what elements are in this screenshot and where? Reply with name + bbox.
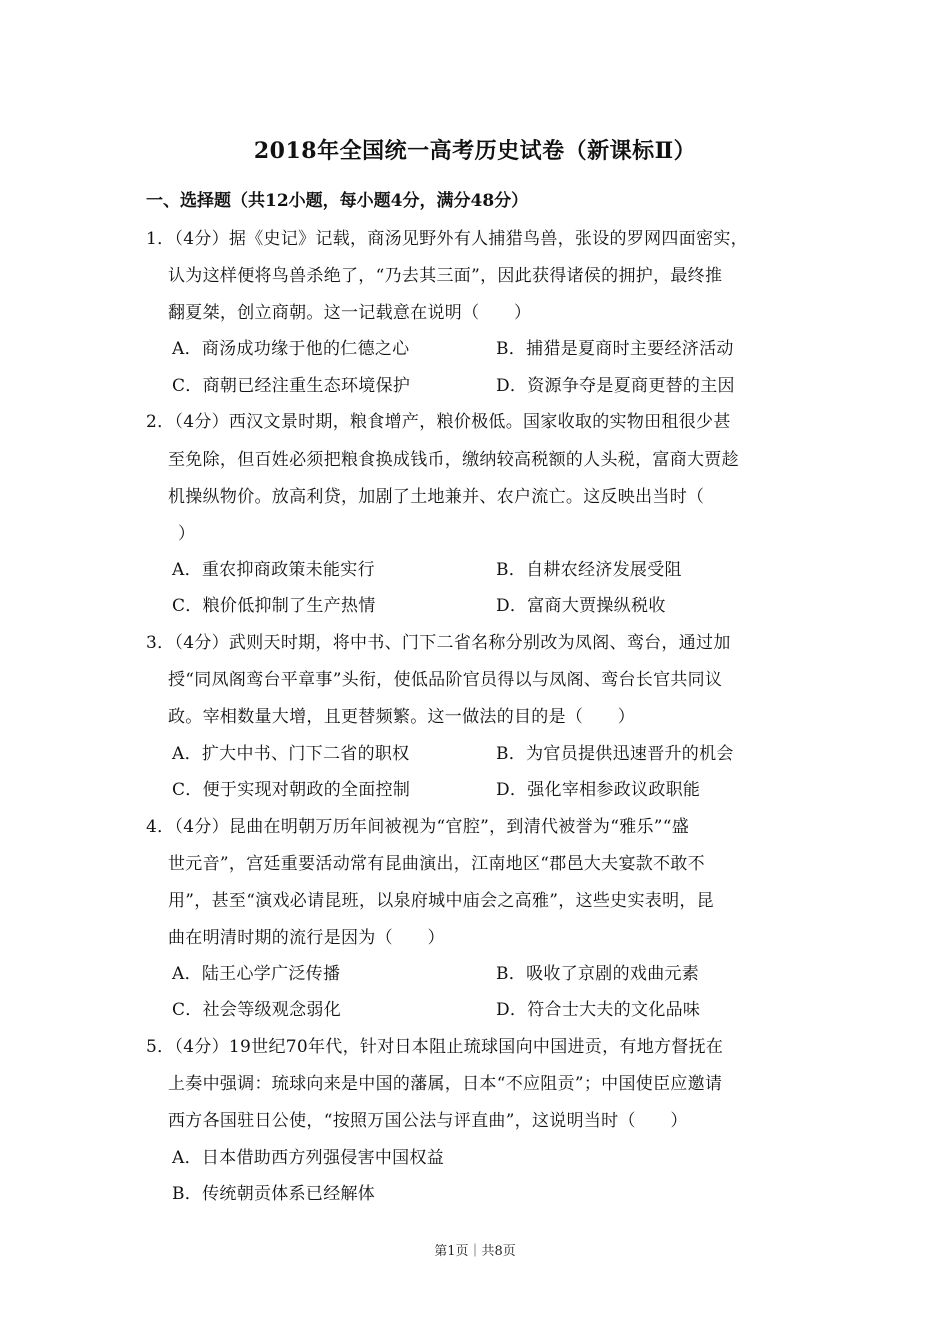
question-3-option-c: C．便于实现对朝政的全面控制 xyxy=(172,780,411,800)
question-4-option-b: B．吸收了京剧的戏曲元素 xyxy=(496,964,700,984)
question-4-line-3: 用”，甚至“演戏必请昆班，以泉府城中庙会之高雅”，这些史实表明，昆 xyxy=(168,891,714,911)
question-1-option-b: B．捕猎是夏商时主要经济活动 xyxy=(496,339,734,359)
question-2-line-3: 机操纵物价。放高利贷，加剧了土地兼并、农户流亡。这反映出当时（ xyxy=(168,487,705,507)
question-3-line-2: 授“同凤阁鸾台平章事”头衔，使低品阶官员得以与凤阁、鸾台长官共同议 xyxy=(168,670,723,690)
question-4-option-a: A．陆王心学广泛传播 xyxy=(172,964,341,984)
question-2-line-1: 2．（4分）西汉文景时期，粮食增产，粮价极低。国家收取的实物田租很少甚 xyxy=(146,412,731,432)
question-4-option-c: C．社会等级观念弱化 xyxy=(172,1000,342,1020)
question-5-option-b: B．传统朝贡体系已经解体 xyxy=(172,1184,376,1204)
question-2-line-2: 至免除，但百姓必须把粮食换成钱币，缴纳较高税额的人头税，富商大贾趁 xyxy=(168,450,739,470)
question-1-option-a: A．商汤成功缘于他的仁德之心 xyxy=(172,339,410,359)
question-1-line-2: 认为这样便将鸟兽杀绝了，“乃去其三面”，因此获得诸侯的拥护，最终推 xyxy=(168,266,723,286)
question-1-option-c: C．商朝已经注重生态环境保护 xyxy=(172,376,411,396)
question-5-line-3: 西方各国驻日公使，“按照万国公法与评直曲”，这说明当时（ ） xyxy=(168,1111,688,1131)
question-3-line-3: 政。宰相数量大增，且更替频繁。这一做法的目的是（ ） xyxy=(168,707,636,727)
question-5-option-a: A．日本借助西方列强侵害中国权益 xyxy=(172,1148,445,1168)
question-4-line-4: 曲在明清时期的流行是因为（ ） xyxy=(168,928,445,948)
question-5-line-1: 5．（4分）19世纪70年代，针对日本阻止琉球国向中国进贡，有地方督抚在 xyxy=(146,1037,724,1057)
page-footer: 第1页｜共8页 xyxy=(434,1244,516,1259)
question-2-option-a: A．重农抑商政策未能实行 xyxy=(172,560,375,580)
question-3-option-d: D．强化宰相参政议政职能 xyxy=(496,780,701,800)
question-4-option-d: D．符合士大夫的文化品味 xyxy=(496,1000,701,1020)
question-3-line-1: 3．（4分）武则天时期，将中书、门下二省名称分别改为凤阁、鸾台，通过加 xyxy=(146,633,731,653)
question-3-option-b: B．为官员提供迅速晋升的机会 xyxy=(496,744,734,764)
question-5-line-2: 上奏中强调：琉球向来是中国的藩属，日本“不应阻贡”；中国使臣应邀请 xyxy=(168,1074,723,1094)
question-2-line-4: ） xyxy=(178,524,196,544)
question-3-option-a: A．扩大中书、门下二省的职权 xyxy=(172,744,410,764)
question-4-line-1: 4．（4分）昆曲在明朝万历年间被视为“官腔”，到清代被誉为“雅乐”“盛 xyxy=(146,817,690,837)
page-title: 2018年全国统一高考历史试卷（新课标Ⅱ） xyxy=(253,138,697,164)
question-1-option-d: D．资源争夺是夏商更替的主因 xyxy=(496,376,735,396)
question-2-option-d: D．富商大贾操纵税收 xyxy=(496,596,666,616)
question-2-option-c: C．粮价低抑制了生产热情 xyxy=(172,596,376,616)
section-heading: 一、选择题（共12小题，每小题4分，满分48分） xyxy=(146,191,529,211)
question-2-option-b: B．自耕农经济发展受阻 xyxy=(496,560,682,580)
question-1-line-1: 1．（4分）据《史记》记载，商汤见野外有人捕猎鸟兽，张设的罗网四面密实， xyxy=(146,229,748,249)
question-4-line-2: 世元音”，宫廷重要活动常有昆曲演出，江南地区“郡邑大夫宴款不敢不 xyxy=(168,854,705,874)
question-1-line-3: 翻夏桀，创立商朝。这一记载意在说明（ ） xyxy=(168,303,532,323)
